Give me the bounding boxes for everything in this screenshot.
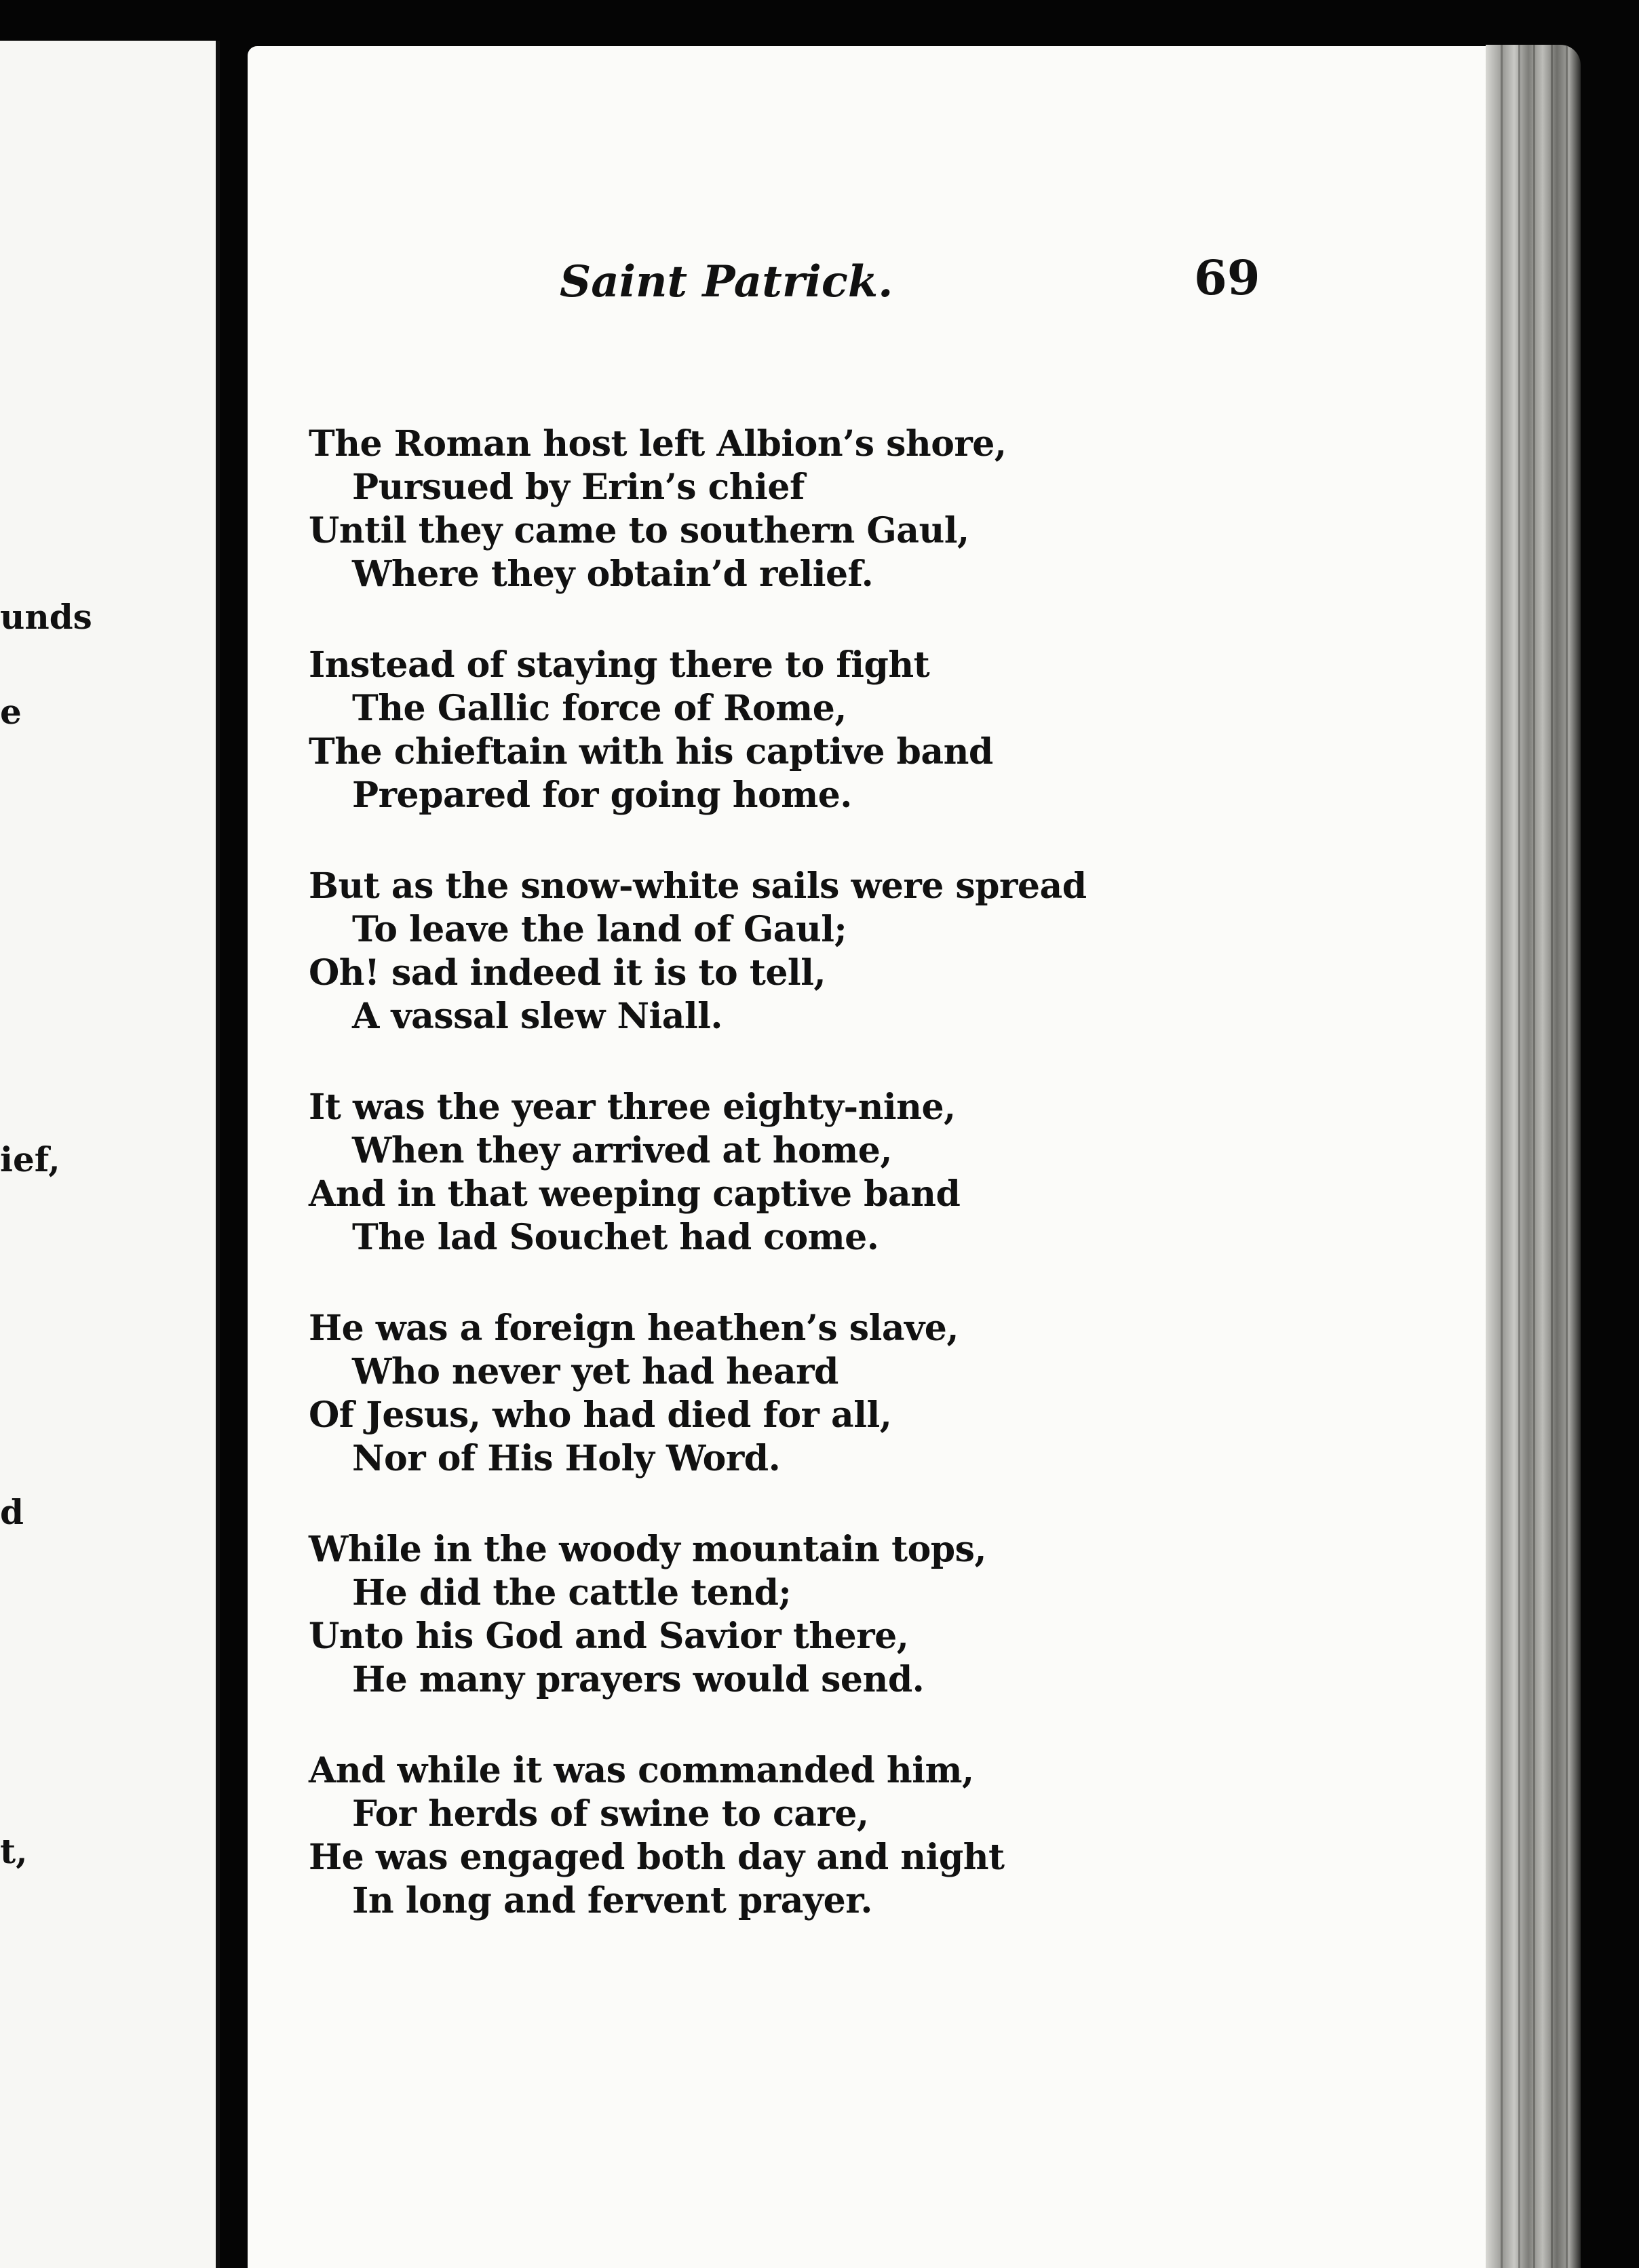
verse-line: To leave the land of Gaul; <box>352 909 847 950</box>
verse-line: And in that weeping captive band <box>309 1173 961 1215</box>
stanza <box>309 1086 1394 1259</box>
verse-line: It was the year three eighty-nine, <box>309 1087 956 1128</box>
verse-line: In long and fervent prayer. <box>352 1880 872 1921</box>
verse-line: He was a foreign heathen’s slave, <box>309 1308 959 1349</box>
verse-line: Where they obtain’d relief. <box>352 553 874 595</box>
left-page-fragment: unds <box>0 597 92 637</box>
left-page-fragment: d <box>0 1492 24 1532</box>
verse-line: He many prayers would send. <box>352 1659 925 1700</box>
left-page-fragment: e <box>0 692 22 732</box>
verse-line: Prepared for going home. <box>352 775 852 816</box>
verse-line: And while it was commanded him, <box>309 1750 974 1791</box>
verse-line: Pursued by Erin’s chief <box>352 467 805 508</box>
stanza <box>309 423 1394 596</box>
verse-line: Of Jesus, who had died for all, <box>309 1394 892 1436</box>
left-page-fragment: t, <box>0 1831 28 1871</box>
verse-line: He did the cattle tend; <box>352 1572 792 1614</box>
stanza <box>309 1749 1394 1923</box>
verse-line: For herds of swine to care, <box>352 1793 869 1835</box>
verse-line: Who never yet had heard <box>352 1351 838 1392</box>
verse-line: Instead of staying there to fight <box>309 644 930 686</box>
running-head: Saint Patrick. <box>560 256 893 307</box>
stanza <box>309 1307 1394 1481</box>
verse-line: Oh! sad indeed it is to tell, <box>309 952 826 994</box>
page-edge-stack <box>1486 45 1581 2268</box>
poem <box>309 423 1394 1970</box>
left-facing-page <box>0 41 220 2268</box>
verse-line: The Roman host left Albion’s shore, <box>309 423 1007 465</box>
verse-line: He was engaged both day and night <box>309 1837 1005 1878</box>
verse-line: Nor of His Holy Word. <box>352 1438 781 1479</box>
verse-line: The chieftain with his captive band <box>309 731 993 773</box>
page-number: 69 <box>1194 250 1260 306</box>
verse-line: Until they came to southern Gaul, <box>309 510 969 551</box>
stanza <box>309 644 1394 817</box>
verse-line: While in the woody mountain tops, <box>309 1529 987 1570</box>
stanza <box>309 1528 1394 1702</box>
verse-line: The lad Souchet had come. <box>352 1217 879 1258</box>
left-page-fragment: ief, <box>0 1139 60 1179</box>
verse-line: When they arrived at home, <box>352 1130 892 1171</box>
verse-line: But as the snow-white sails were spread <box>309 865 1087 907</box>
verse-line: The Gallic force of Rome, <box>352 688 847 729</box>
verse-line: A vassal slew Niall. <box>352 996 723 1037</box>
main-page <box>248 46 1489 2268</box>
stanza <box>309 865 1394 1038</box>
verse-line: Unto his God and Savior there, <box>309 1616 909 1657</box>
